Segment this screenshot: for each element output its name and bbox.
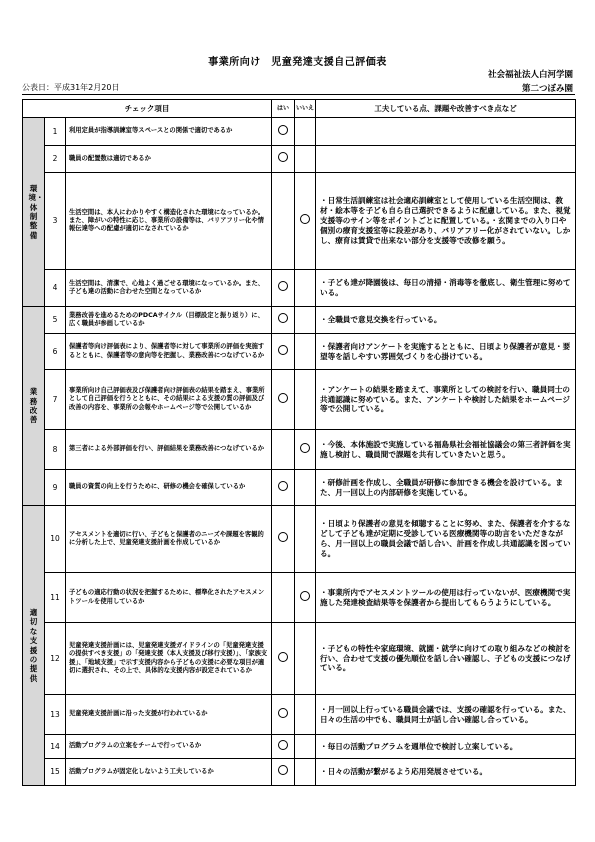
table-row bbox=[23, 623, 576, 695]
yes-mark bbox=[272, 334, 295, 370]
header-divider bbox=[22, 94, 575, 95]
no-mark bbox=[295, 370, 316, 430]
note-text: ・全職員で意見交換を行っている。 bbox=[316, 307, 576, 334]
yes-mark bbox=[272, 173, 295, 270]
no-mark bbox=[295, 573, 316, 623]
row-number: 10 bbox=[45, 506, 66, 573]
no-mark bbox=[295, 146, 316, 173]
no-mark bbox=[295, 430, 316, 470]
row-number: 6 bbox=[45, 334, 66, 370]
check-item-text: 生活空間は、清潔で、心地よく過ごせる環境になっているか。また、子ども達の活動に合わせた空間となっているか bbox=[66, 270, 272, 307]
row-number: 12 bbox=[45, 623, 66, 695]
yes-mark bbox=[272, 118, 295, 146]
note-text: ・日々の活動が繋がるよう応用発展させている。 bbox=[316, 759, 576, 786]
yes-mark bbox=[272, 307, 295, 334]
circle-mark-icon bbox=[278, 393, 288, 403]
publish-date: 公表日：平成31年2月20日 bbox=[22, 83, 120, 92]
circle-mark-icon bbox=[278, 281, 288, 291]
yes-mark bbox=[272, 146, 295, 173]
circle-mark-icon bbox=[278, 765, 288, 775]
header-yes: はい bbox=[272, 100, 295, 118]
check-item-text: アセスメントを適切に行い、子どもと保護者のニーズや課題を客観的に分析した上で、児童発達支援計画を作成しているか bbox=[66, 506, 272, 573]
yes-mark bbox=[272, 270, 295, 307]
evaluation-table bbox=[22, 99, 576, 786]
table-row bbox=[23, 470, 576, 506]
row-number: 9 bbox=[45, 470, 66, 506]
note-text: ・日頃より保護者の意見を傾聴することに努め、また、保護者を介するなどして子ども達が定期に受診している医療機関等の助言をいただきながら、月一回以上の職員会議で話し合い、計画を作成し共通認識を図っている。 bbox=[316, 506, 576, 573]
circle-mark-icon bbox=[278, 708, 288, 718]
row-number: 14 bbox=[45, 735, 66, 759]
table-row bbox=[23, 370, 576, 430]
check-item-text: 事業所向け自己評価表及び保護者向け評価表の結果を踏まえ、事業所として自己評価を行うとともに、その結果による支援の質の評価及び改善の内容を、事業所の会報やホームページ等で公開しているか bbox=[66, 370, 272, 430]
circle-mark-icon bbox=[300, 214, 310, 224]
circle-mark-icon bbox=[278, 345, 288, 355]
table-header-row bbox=[23, 100, 576, 118]
note-text: ・今後、本体施設で実施している福島県社会福祉協議会の第三者評価を実施し検討し、職員間で課題を共有していきたいと思う。 bbox=[316, 430, 576, 470]
check-item-text: 子どもの適応行動の状況を把握するために、標準化されたアセスメントツールを使用しているか bbox=[66, 573, 272, 623]
yes-mark bbox=[272, 735, 295, 759]
check-item-text: 児童発達支援計画に沿った支援が行われているか bbox=[66, 695, 272, 735]
check-item-text: 活動プログラムが固定化しないよう工夫しているか bbox=[66, 759, 272, 786]
check-item-text: 児童発達支援計画には、児童発達支援ガイドラインの「児童発達支援の提供すべき支援」の「発達支援（本人支援及び移行支援）」、「家族支援」、「地域支援」で示す支援内容から子どもの支援に必要な項目が適切に選択され、その上で、具体的な支援内容が設定されているか bbox=[66, 623, 272, 695]
no-mark bbox=[295, 307, 316, 334]
header-check-item: チェック項目 bbox=[23, 100, 272, 118]
table-row bbox=[23, 573, 576, 623]
yes-mark bbox=[272, 470, 295, 506]
note-text bbox=[316, 146, 576, 173]
row-number: 2 bbox=[45, 146, 66, 173]
note-text: ・月一回以上行っている職員会議では、支援の確認を行っている。また、日々の生活の中でも、職員同士が話し合い確認し合っている。 bbox=[316, 695, 576, 735]
yes-mark bbox=[272, 506, 295, 573]
row-number: 8 bbox=[45, 430, 66, 470]
note-text: ・保護者向けアンケートを実施するとともに、日頃より保護者が意見・要望等を話しやすい雰囲気づくりを心掛けている。 bbox=[316, 334, 576, 370]
note-text: ・子どもの特性や家庭環境、就園・就学に向けての取り組みなどの検討を行い、合わせて支援の優先順位を話し合い確認し、子どもの支援につなげている。 bbox=[316, 623, 576, 695]
circle-mark-icon bbox=[278, 652, 288, 662]
row-number: 15 bbox=[45, 759, 66, 786]
no-mark bbox=[295, 623, 316, 695]
circle-mark-icon bbox=[278, 740, 288, 750]
check-item-text: 第三者による外部評価を行い、評価結果を業務改善につなげているか bbox=[66, 430, 272, 470]
check-item-text: 業務改善を進めるためのPDCAサイクル（目標設定と振り返り）に、広く職員が参画しているか bbox=[66, 307, 272, 334]
facility-name: 第二つぼみ園 bbox=[521, 84, 573, 94]
note-text: ・アンケートの結果を踏まえて、事業所としての検討を行い、職員同士の共通認識に努めている。また、アンケートや検討した結果をホームページ等で公開している。 bbox=[316, 370, 576, 430]
yes-mark bbox=[272, 759, 295, 786]
no-mark bbox=[295, 470, 316, 506]
category-support: 適切な支援の提供 bbox=[23, 506, 45, 786]
check-item-text: 活動プログラムの立案をチームで行っているか bbox=[66, 735, 272, 759]
row-number: 4 bbox=[45, 270, 66, 307]
note-text: ・日常生活訓練室は社会適応訓練室として使用している生活空間は、教材・絵本等を子ども自ら自己選択できるように配慮している。また、視覚支援等のサイン等をポイントごとに配置している。・玄関までの入り口や個別の療育支援室等に段差があり、バリアフリー化がされていない。しかし、療育は賃貸で出来ない部分を支援等で改修を願う。 bbox=[316, 173, 576, 270]
category-environment: 環境・体制整備 bbox=[23, 118, 45, 307]
row-number: 1 bbox=[45, 118, 66, 146]
row-number: 5 bbox=[45, 307, 66, 334]
row-number: 11 bbox=[45, 573, 66, 623]
yes-mark bbox=[272, 370, 295, 430]
circle-mark-icon bbox=[278, 152, 288, 162]
table-row bbox=[23, 735, 576, 759]
note-text: ・事業所内でアセスメントツールの使用は行っていないが、医療機関で実施した発達検査結果等を保護者から提出してもらうようにしている。 bbox=[316, 573, 576, 623]
category-improvement: 業務改善 bbox=[23, 307, 45, 506]
no-mark bbox=[295, 173, 316, 270]
table-row bbox=[23, 270, 576, 307]
circle-mark-icon bbox=[278, 313, 288, 323]
no-mark bbox=[295, 735, 316, 759]
table-row bbox=[23, 307, 576, 334]
row-number: 3 bbox=[45, 173, 66, 270]
circle-mark-icon bbox=[300, 591, 310, 601]
header-notes: 工夫している点、課題や改善すべき点など bbox=[316, 100, 576, 118]
yes-mark bbox=[272, 623, 295, 695]
table-row bbox=[23, 334, 576, 370]
table-row bbox=[23, 506, 576, 573]
yes-mark bbox=[272, 430, 295, 470]
table-row bbox=[23, 759, 576, 786]
circle-mark-icon bbox=[278, 125, 288, 135]
note-text: ・研修計画を作成し、全職員が研修に参加できる機会を設けている。また、月一回以上の内部研修を実施している。 bbox=[316, 470, 576, 506]
no-mark bbox=[295, 270, 316, 307]
table-row bbox=[23, 118, 576, 146]
table-row bbox=[23, 695, 576, 735]
note-text: ・子ども達が降園後は、毎日の清掃・消毒等を徹底し、衛生管理に努めている。 bbox=[316, 270, 576, 307]
check-item-text: 職員の配置数は適切であるか bbox=[66, 146, 272, 173]
row-number: 7 bbox=[45, 370, 66, 430]
yes-mark bbox=[272, 695, 295, 735]
note-text bbox=[316, 118, 576, 146]
table-row bbox=[23, 146, 576, 173]
note-text: ・毎日の活動プログラムを週単位で検討し立案している。 bbox=[316, 735, 576, 759]
header-no: いいえ bbox=[295, 100, 316, 118]
check-item-text: 保護者等向け評価表により、保護者等に対して事業所の評価を実施するとともに、保護者等の意向等を把握し、業務改善につなげているか bbox=[66, 334, 272, 370]
no-mark bbox=[295, 334, 316, 370]
table-row bbox=[23, 430, 576, 470]
yes-mark bbox=[272, 573, 295, 623]
circle-mark-icon bbox=[278, 481, 288, 491]
table-row bbox=[23, 173, 576, 270]
check-item-text: 職員の資質の向上を行うために、研修の機会を確保しているか bbox=[66, 470, 272, 506]
no-mark bbox=[295, 118, 316, 146]
no-mark bbox=[295, 506, 316, 573]
circle-mark-icon bbox=[278, 532, 288, 542]
organization-name: 社会福祉法人白河学園 bbox=[487, 70, 573, 80]
check-item-text: 利用定員が指導訓練室等スペースとの関係で適切であるか bbox=[66, 118, 272, 146]
circle-mark-icon bbox=[300, 443, 310, 453]
no-mark bbox=[295, 759, 316, 786]
page-title: 事業所向け 児童発達支援自己評価表 bbox=[208, 57, 387, 68]
no-mark bbox=[295, 695, 316, 735]
check-item-text: 生活空間は、本人にわかりやすく構造化された環境になっているか。また、障がいの特性に応じ、事業所の設備等は、バリアフリー化や情報伝達等への配慮が適切になされているか bbox=[66, 173, 272, 270]
row-number: 13 bbox=[45, 695, 66, 735]
